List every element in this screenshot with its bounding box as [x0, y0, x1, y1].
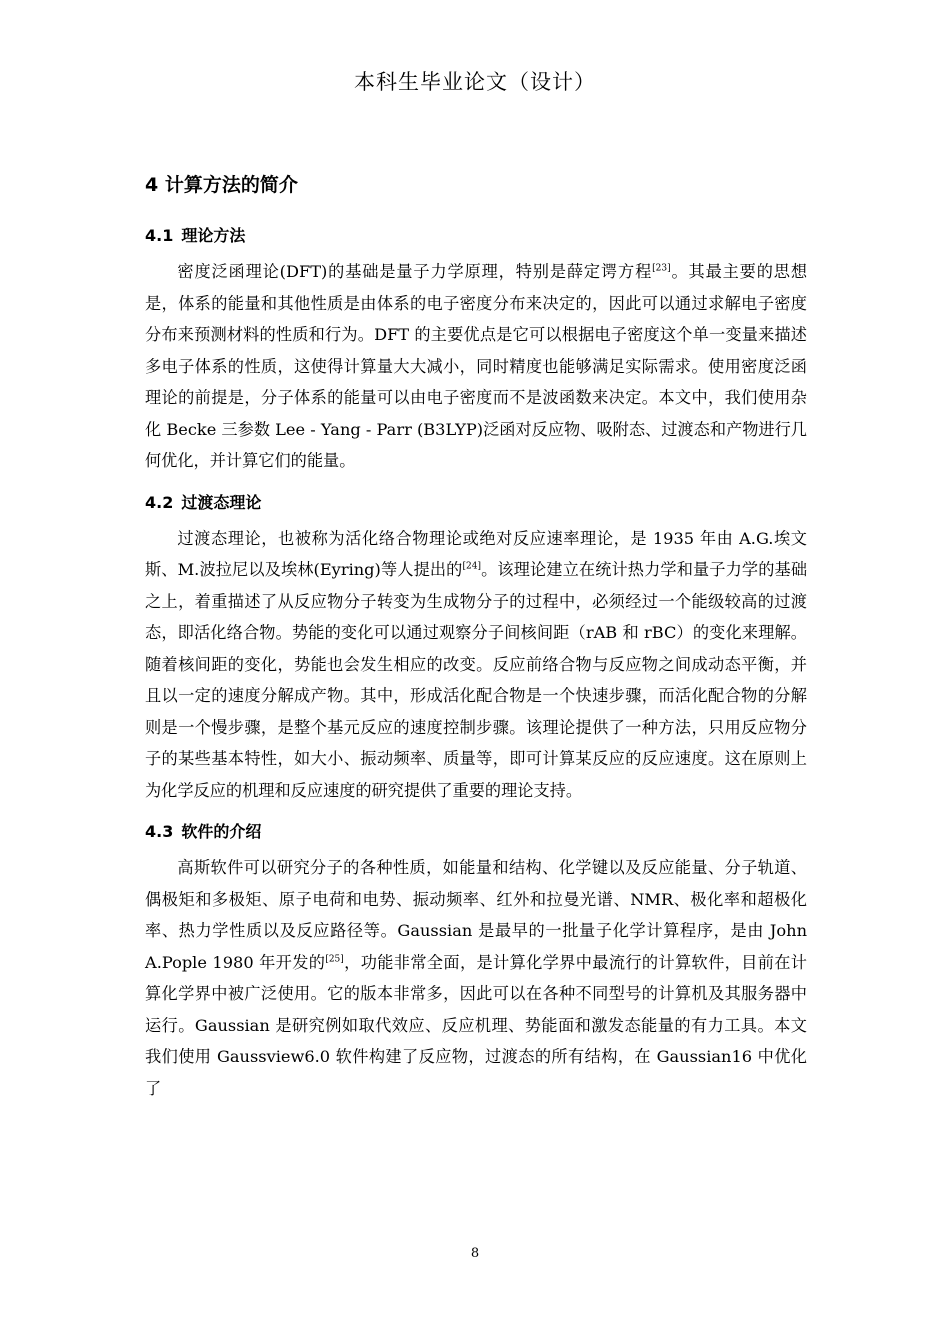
- citation-ref: [23]: [652, 263, 671, 274]
- paragraph-text: 过渡态理论，也被称为活化络合物理论或绝对反应速率理论，是 1935 年由 A.G.埃文斯、M.波拉尼以及埃林(Eyring)等人提出的: [145, 528, 807, 579]
- page-number: 8: [470, 1246, 480, 1261]
- paragraph-software-intro: [145, 852, 807, 1104]
- paragraph-text: ，功能非常全面，是计算化学界中最流行的计算软件，目前在计算化学界中被广泛使用。它的版本非常多，因此可以在各种不同型号的计算机及其服务器中运行。Gaussian 是研究例如取代效应、反应机理、势能面和激发态能量的有力工具。本文我们使用 Gaussview6.0 软件构建了反应物，过渡态的所有结构，在 Gaussian16 中优化了: [145, 952, 807, 1098]
- paragraph-text: 密度泛函理论(DFT)的基础是量子力学原理，特别是薛定谔方程: [177, 262, 653, 281]
- paragraph-theory-method: [145, 256, 807, 477]
- chapter-title: 4 计算方法的简介: [145, 174, 298, 196]
- paragraph-text: 。该理论建立在统计热力学和量子力学的基础之上，着重描述了从反应物分子转变为生成物分子的过程中，必须经过一个能级较高的过渡态，即活化络合物。势能的变化可以通过观察分子间核间距（rAB 和 rBC）的变化来理解。随着核间距的变化，势能也会发生相应的改变。反应前络合物与反应物之间成动态平衡，并且以一定的速度分解成产物。其中，形成活化配合物是一个快速步骤，而活化配合物的分解则是一个慢步骤，是整个基元反应的速度控制步骤。该理论提供了一种方法，只用反应物分子的某些基本特性，如大小、振动频率、质量等，即可计算某反应的反应速度。这在原则上为化学反应的机理和反应速度的研究提供了重要的理论支持。: [145, 560, 808, 800]
- citation-ref: [24]: [462, 561, 481, 572]
- section-title-text: 过渡态理论: [181, 492, 262, 512]
- section-title-text: 软件的介绍: [181, 822, 262, 841]
- section-title-text: 理论方法: [181, 226, 246, 245]
- page-header: 本科生毕业论文（设计）: [354, 70, 596, 94]
- section-title-4-3: [145, 818, 807, 846]
- paragraph-text: 高斯软件可以研究分子的各种性质，如能量和结构、化学键以及反应能量、分子轨道、偶极矩和多极矩、原子电荷和电势、振动频率、红外和拉曼光谱、NMR、极化率和超极化率、热力学性质以及反应路径等。Gaussian 是最早的一批量子化学计算程序，是由 John A.Pople 1980 年开发的: [145, 858, 807, 972]
- paragraph-transition-state-theory: [145, 523, 807, 807]
- section-title-4-2: [145, 489, 807, 517]
- paragraph-text: 。其最主要的思想是，体系的能量和其他性质是由体系的电子密度分布来决定的，因此可以通过求解电子密度分布来预测材料的性质和行为。DFT 的主要优点是它可以根据电子密度这个单一变量来描述多电子体系的性质，这使得计算量大大减小，同时精度也能够满足实际需求。使用密度泛函理论的前提是，分子体系的能量可以由电子密度而不是波函数来决定。本文中，我们使用杂化 Becke 三参数 Lee - Yang - Parr (B3LYP)泛函对反应物、吸附态、过渡态和产物进行几何优化，并计算它们的能量。: [145, 262, 808, 470]
- section-number: 4.2: [145, 492, 174, 512]
- section-number: 4.1: [145, 226, 174, 245]
- section-number: 4.3: [145, 822, 174, 841]
- section-title-4-1: [145, 222, 807, 250]
- document-body: [145, 170, 807, 1116]
- citation-ref: [25]: [325, 954, 344, 965]
